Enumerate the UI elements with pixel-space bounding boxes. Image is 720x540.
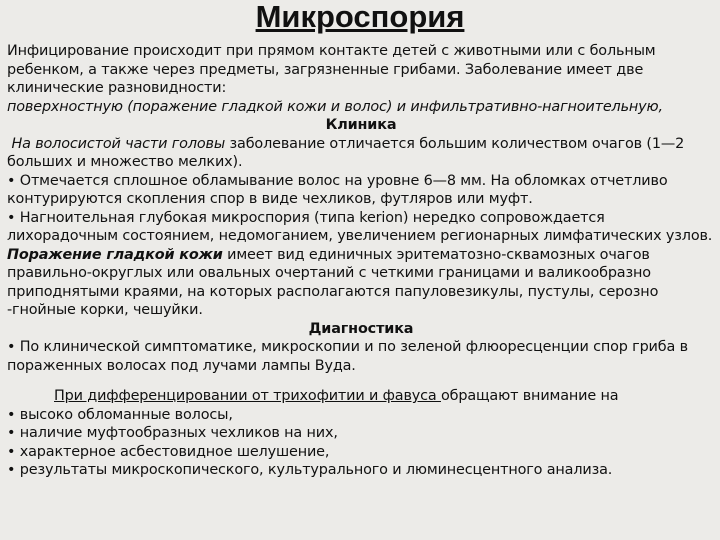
differential-paragraph xyxy=(7,387,715,406)
diff-item: • характерное асбестовидное шелушение, xyxy=(7,443,330,460)
varieties-text: поверхностную (поражение гладкой кожи и волос) и инфильтративно-нагноительную, xyxy=(7,98,663,115)
scalp-paragraph xyxy=(7,135,715,172)
slide-title: Микроспория xyxy=(255,0,465,34)
scalp-text: заболевание отличается большим количеством очагов (1—2 больших и множество мелких). xyxy=(7,135,685,170)
skin-text: имеет вид единичных эритематозно-сквамозных очагов правильно-округлых или овальных очертаний с четкими границами и валикообразно приподнятыми краями, на которых располагаются папуловезикулы, пустулы, серозно -гнойные корки, чешуйки. xyxy=(7,246,659,318)
skin-paragraph xyxy=(7,246,715,320)
scalp-lead: На волосистой части головы xyxy=(11,135,226,152)
bullet-kerion: • Нагноительная глубокая микроспория (типа kerion) нередко сопровождается лихорадочным состоянием, недомоганием, увеличением регионарных лимфатических узлов. xyxy=(7,209,713,244)
diff-item: • результаты микроскопического, культурального и люминесцентного анализа. xyxy=(7,462,613,478)
intro-paragraph: Инфицирование происходит при прямом контакте детей с животными или с больным ребенком, а также через предметы, загрязненные грибами. Заболевание имеет две клинические разновидности: xyxy=(7,43,656,96)
bullet-breaking-hair: • Отмечается сплошное обламывание волос на уровне 6—8 мм. На обломках отчетливо контурируются скопления спор в виде чехликов, футляров или муфт. xyxy=(7,172,668,207)
diagnostics-heading: Диагностика xyxy=(308,320,414,337)
clinic-heading: Клиника xyxy=(325,117,397,133)
diff-item: • наличие муфтообразных чехликов на них, xyxy=(7,425,338,441)
slide-body xyxy=(7,42,715,480)
spacer xyxy=(7,375,715,387)
differential-text: обращают внимание на xyxy=(441,388,619,404)
skin-lead: Поражение гладкой кожи xyxy=(7,246,223,263)
diagnostics-text: • По клинической симптоматике, микроскопии и по зеленой флюоресценции спор гриба в пораженных волосах под лучами лампы Вуда. xyxy=(7,339,688,374)
differential-lead: При дифференцировании от трихофитии и фавуса xyxy=(54,388,441,404)
diff-item: • высоко обломанные волосы, xyxy=(7,406,233,423)
